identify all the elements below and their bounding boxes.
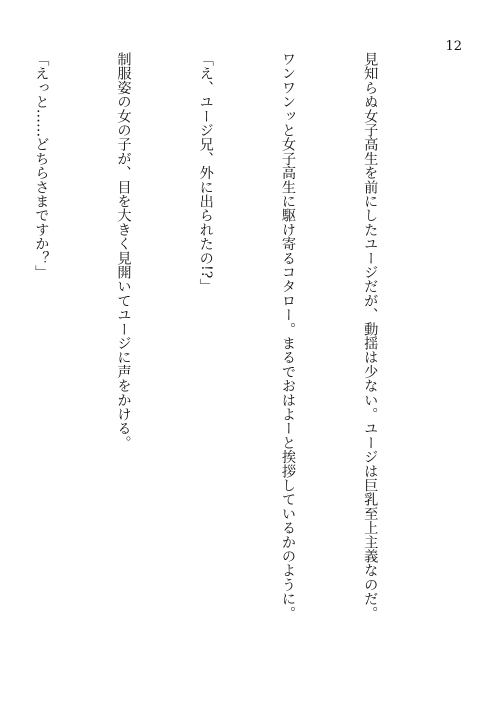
text-line: 見知らぬ女子高生を前にしたユージだが、動揺は少ない。ユージは巨乳至上主義なのだ。 — [362, 52, 379, 620]
text-line: 制服姿の女の子が、目を大きく見開いてユージに声をかける。 — [115, 52, 132, 450]
text-line: 「え、ユージ兄、外に出られたの!?」 — [197, 52, 214, 293]
text-line: ワンワンッと女子高生に駆け寄るコタロー。まるでおはよーと挨拶しているかのように。 — [279, 52, 296, 620]
text-line: 「えっと……どちらさまですか？」 — [33, 52, 50, 280]
page-number: 12 — [445, 39, 462, 54]
body-text — [33, 52, 438, 667]
